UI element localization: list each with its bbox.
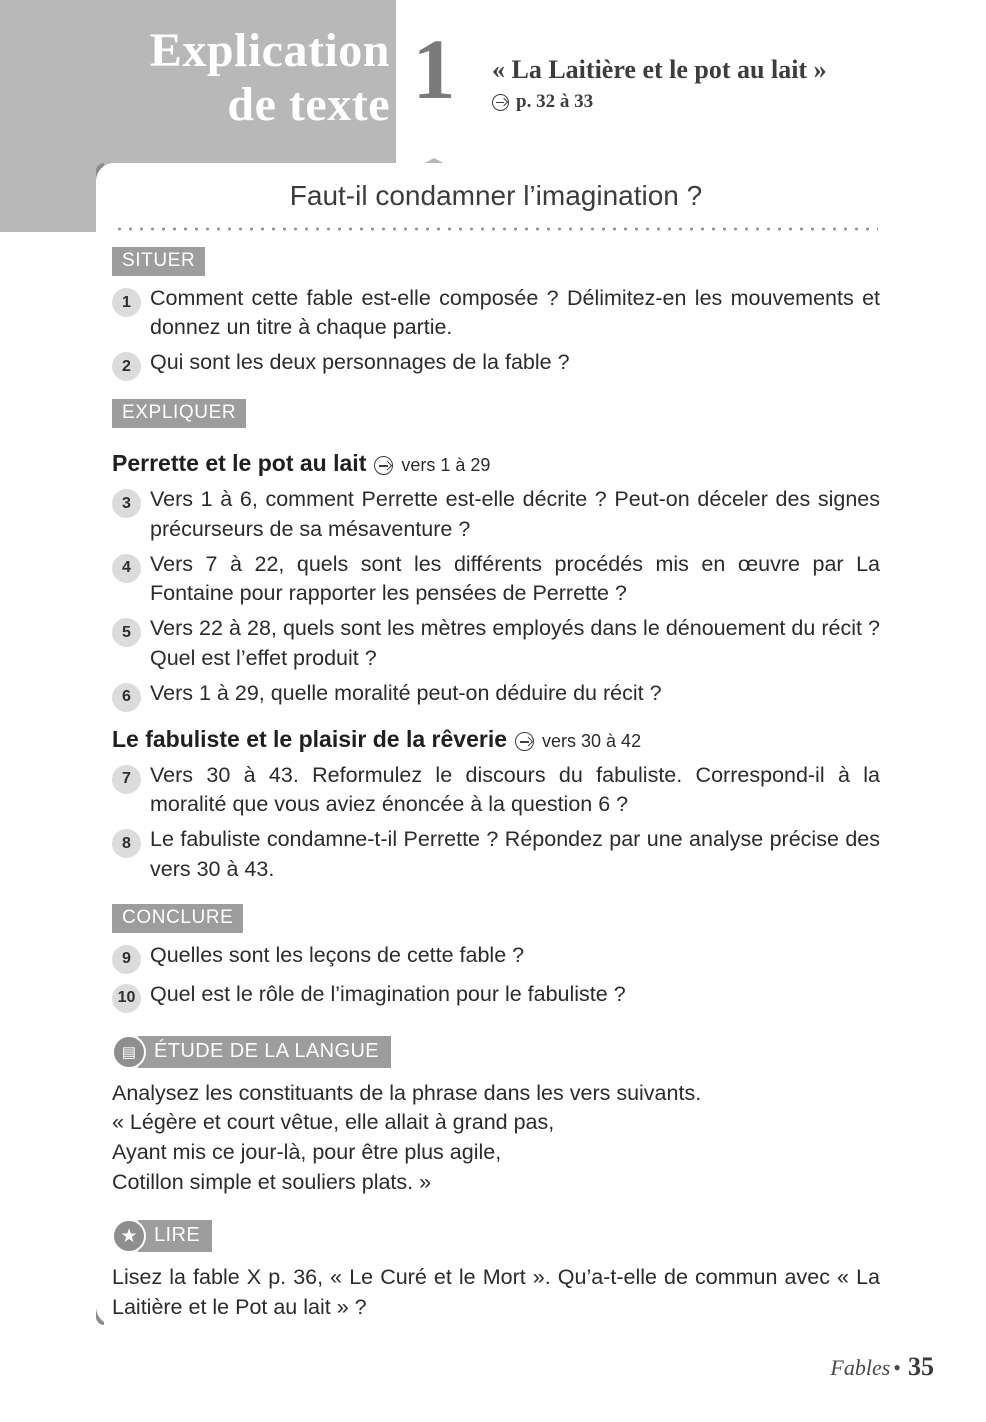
arrow-right-circle-icon (492, 94, 509, 111)
subsection-verses: vers 1 à 29 (401, 455, 491, 476)
question-text: Le fabuliste condamne-t-il Perrette ? Répondez par une analyse précise des vers 30 à 43. (150, 827, 880, 881)
footer-book-title: Fables (830, 1355, 891, 1380)
question-number: 7 (112, 765, 141, 794)
question-text: Vers 30 à 43. Reformulez le discours du fabuliste. Correspond-il à la moralité que vous aviez énoncée à la question 6 ? (150, 762, 880, 817)
badge-lire (112, 1219, 880, 1253)
question-text: Vers 1 à 6, comment Perrette est-elle décrite ? Peut-on déceler des signes précurseurs de sa mésaventure ? (150, 487, 880, 541)
divider-dotted (114, 227, 878, 231)
subsection-title: Le fabuliste et le plaisir de la rêverie (112, 725, 508, 752)
question-item (112, 284, 880, 342)
card-content (112, 247, 880, 1323)
star-icon: ★ (112, 1219, 146, 1253)
section-label-conclure: CONCLURE (112, 904, 243, 933)
subsection-heading (112, 726, 880, 753)
footer-separator: • (893, 1355, 901, 1380)
question-item (112, 614, 880, 672)
page-reference-label: p. 32 à 33 (516, 91, 594, 112)
book-icon: ▤ (112, 1035, 146, 1069)
arrow-right-circle-icon (515, 732, 534, 751)
banner-title-line1: Explication (149, 24, 390, 77)
section-label-situer: SITUER (112, 247, 205, 276)
subsection-heading (112, 450, 880, 477)
question-number: 5 (112, 618, 141, 647)
page-reference (492, 91, 827, 113)
exercise-number: 1 (412, 21, 456, 117)
footer-page-number: 35 (908, 1352, 934, 1381)
question-text: Qui sont les deux personnages de la fable ? (150, 350, 570, 375)
question-text: Vers 22 à 28, quels sont les mètres employés dans le dénouement du récit ? Quel est l’effet produit ? (150, 616, 880, 670)
question-number: 8 (112, 829, 141, 858)
subsection-verses: vers 30 à 42 (542, 730, 642, 751)
langue-verse-line: Cotillon simple et souliers plats. » (112, 1169, 432, 1194)
question-item (112, 679, 880, 712)
banner-title-line2: de texte (227, 77, 390, 131)
question-number: 1 (112, 288, 141, 317)
question-text: Vers 1 à 29, quelle moralité peut-on déduire du récit ? (150, 680, 662, 705)
subsection-title: Perrette et le pot au lait (112, 450, 367, 477)
langue-verse-line: Ayant mis ce jour-là, pour être plus agile, (112, 1140, 502, 1165)
question-number: 10 (112, 984, 141, 1013)
arrow-right-circle-icon (374, 456, 393, 475)
badge-label: ÉTUDE DE LA LANGUE (138, 1036, 391, 1068)
exercise-card (96, 163, 896, 1325)
question-item (112, 761, 880, 819)
badge-label: LIRE (138, 1220, 212, 1252)
langue-verse-line: « Légère et court vêtue, elle allait à grand pas, (112, 1110, 555, 1135)
page-title: Faut-il condamner l’imagination ? (289, 180, 703, 211)
question-item (112, 941, 880, 974)
question-number: 3 (112, 489, 141, 518)
lire-text: Lisez la fable X p. 36, « Le Curé et le Mort ». Qu’a-t-elle de commun avec « La Laitière et le Pot au lait » ? (112, 1265, 880, 1320)
question-item (112, 825, 880, 883)
question-item (112, 550, 880, 608)
question-item (112, 980, 880, 1013)
section-label-expliquer: EXPLIQUER (112, 399, 246, 428)
exercise-number-tab (396, 0, 472, 158)
badge-etude-de-la-langue (112, 1035, 880, 1069)
question-number: 2 (112, 352, 141, 381)
question-text: Comment cette fable est-elle composée ? Délimitez-en les mouvements et donnez un titre à chaque partie. (150, 286, 880, 340)
question-text: Quel est le rôle de l’imagination pour le fabuliste ? (150, 981, 626, 1006)
langue-intro: Analysez les constituants de la phrase dans les vers suivants. (112, 1080, 702, 1105)
question-text: Vers 7 à 22, quels sont les différents procédés mis en œuvre par La Fontaine pour rapporter les pensées de Perrette ? (150, 551, 880, 606)
question-item (112, 348, 880, 381)
question-number: 4 (112, 554, 141, 583)
header-reference (492, 55, 827, 113)
question-item (112, 485, 880, 543)
question-text: Quelles sont les leçons de cette fable ? (150, 942, 525, 967)
footer (830, 1352, 934, 1382)
work-title: « La Laitière et le pot au lait » (492, 55, 827, 84)
question-number: 9 (112, 945, 141, 974)
banner-title (0, 24, 390, 132)
question-number: 6 (112, 683, 141, 712)
